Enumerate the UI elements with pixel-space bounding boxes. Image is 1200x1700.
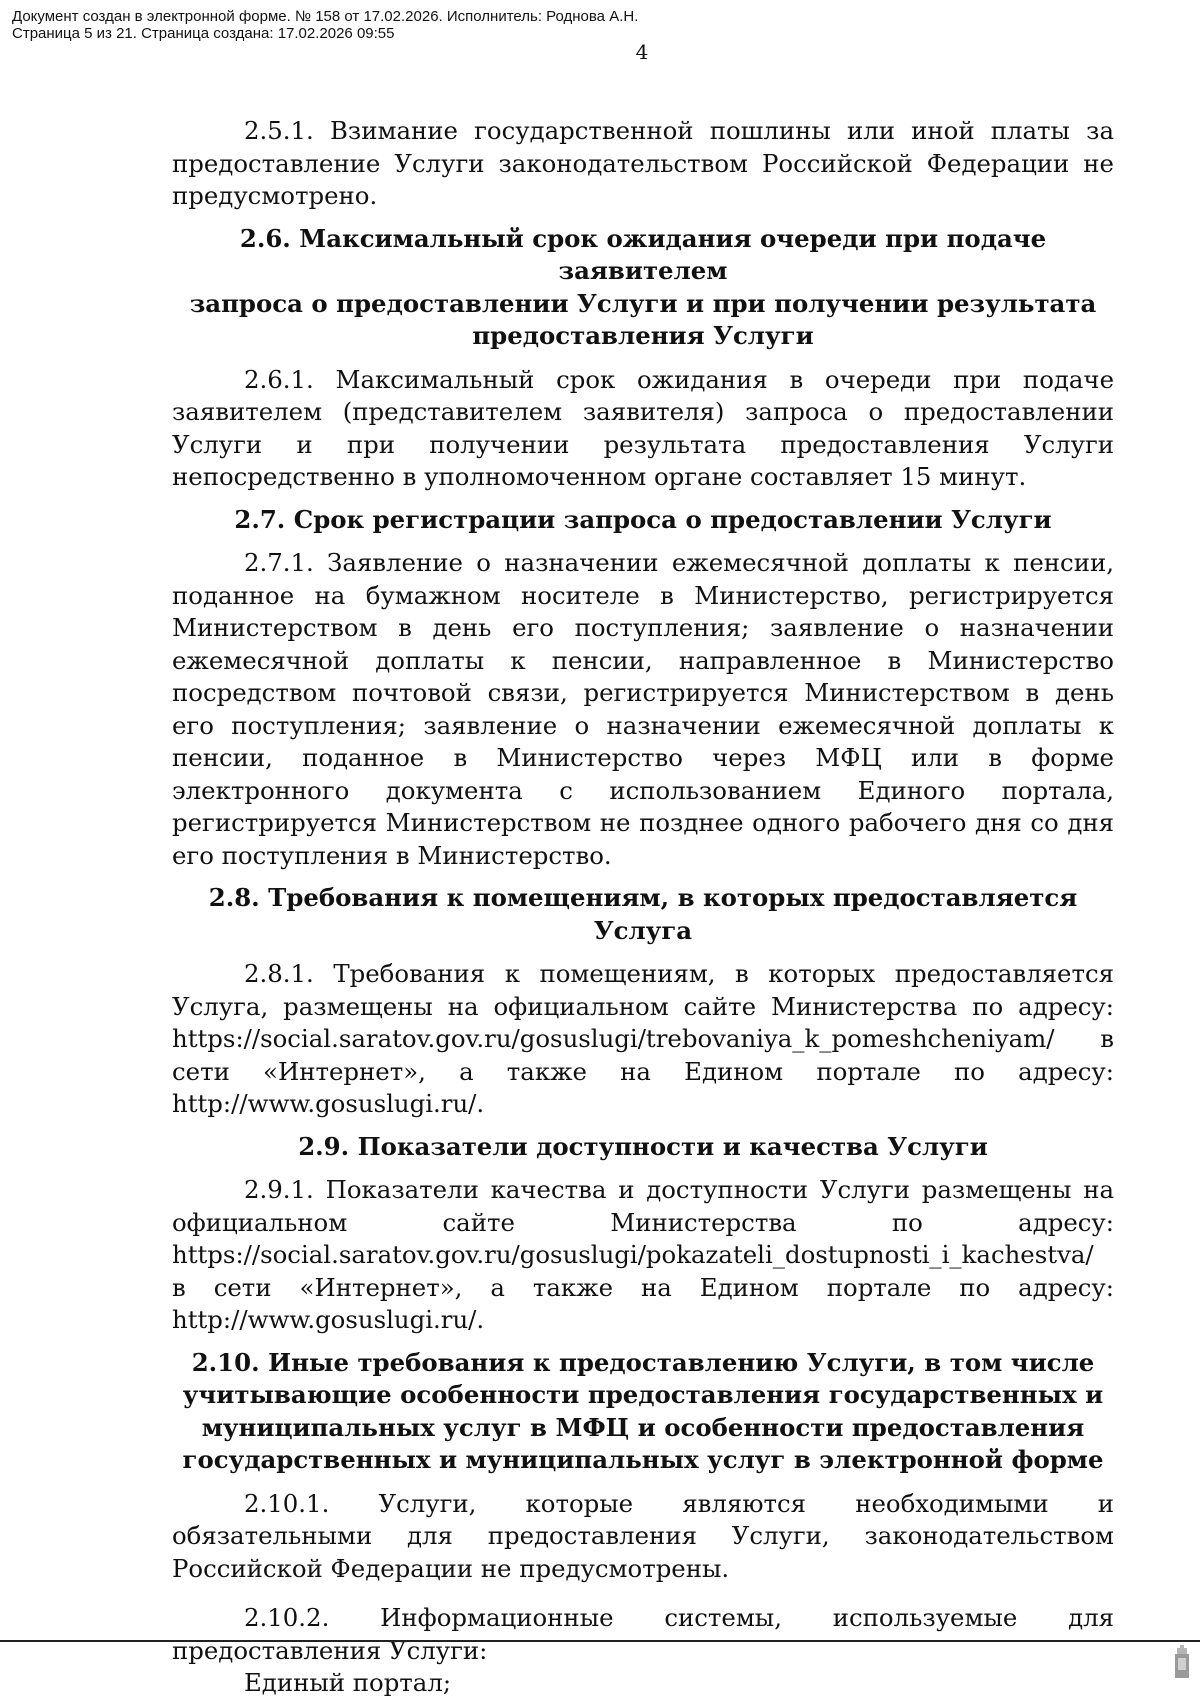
heading-2-10 [172, 1347, 1114, 1477]
paragraph-2-7-1: 2.7.1. Заявление о назначении ежемесячной доплаты к пенсии, поданное на бумажном носителе в Министерство, регистрируется Министерством в день его поступления; заявление о назначении ежемесячной доплаты к пенсии, направленное в Министерство посредством почтовой связи, регистрируется Министерством в день его поступления; заявление о назначении ежемесячной доплаты к пенсии, поданное в Министерство через МФЦ или в форме электронного документа с использованием Единого портала, регистрируется Министерством не позднее одного рабочего дня со дня его поступления в Министерство. [172, 548, 1114, 870]
heading-2-9: 2.9. Показатели доступности и качества Услуги [298, 1131, 988, 1161]
heading-2-7: 2.7. Срок регистрации запроса о предоставлении Услуги [234, 504, 1052, 534]
footer-line-1: Документ создан в электронной форме. № 158 от 17.02.2026. Исполнитель: Роднова А.Н. [12, 8, 639, 25]
paragraph-2-5-1: 2.5.1. Взимание государственной пошлины или иной платы за предоставление Услуги законодательством Российской Федерации не предусмотрено. [172, 116, 1114, 210]
footer-rule [0, 1640, 1200, 1642]
heading-2-6-line-3: предоставления Услуги [472, 321, 814, 350]
list-item-unified-portal: Единый портал; [244, 1668, 452, 1697]
page-number: 4 [635, 40, 649, 64]
paragraph-2-10-1: 2.10.1. Услуги, которые являются необходимыми и обязательными для предоставления Услуги, законодательством Российской Федерации не предусмотрены. [172, 1488, 1114, 1583]
heading-2-6-line-1: 2.6. Максимальный срок ожидания очереди при подаче заявителем [239, 223, 1047, 285]
document-body [172, 115, 1114, 1700]
footer-info [12, 8, 638, 42]
heading-2-10-line-4: государственных и муниципальных услуг в электронной форме [182, 1445, 1104, 1474]
footer-line-2: Страница 5 из 21. Страница создана: 17.02.2026 09:55 [12, 25, 395, 42]
heading-2-10-line-1: 2.10. Иные требования к предоставлению Услуги, в том числе [191, 1347, 1095, 1377]
heading-2-6 [172, 223, 1114, 353]
coat-of-arms-icon [1172, 1644, 1192, 1682]
heading-2-10-line-2: учитывающие особенности предоставления государственных и [182, 1380, 1104, 1409]
heading-2-10-line-3: муниципальных услуг в МФЦ и особенности предоставления [201, 1412, 1085, 1442]
heading-2-8: 2.8. Требования к помещениям, в которых предоставляется Услуга [208, 883, 1078, 945]
heading-2-6-line-2: запроса о предоставлении Услуги и при получении результата [189, 288, 1097, 318]
paragraph-2-9-1: 2.9.1. Показатели качества и доступности Услуги размещены на официальном сайте Министерства по адресу: https://social.saratov.gov.ru/gosuslugi/pokazateli_dostupnosti_i_kachestva/ в сети «Интернет», а также на Едином портале по адресу: http://www.gosuslugi.ru/. [172, 1175, 1114, 1334]
paragraph-2-6-1: 2.6.1. Максимальный срок ожидания в очереди при подаче заявителем (представителем заявителя) запроса о предоставлении Услуги и при получении результата предоставления Услуги непосредственно в уполномоченном органе составляет 15 минут. [172, 364, 1114, 491]
paragraph-2-8-1: 2.8.1. Требования к помещениям, в которых предоставляется Услуга, размещены на официальном сайте Министерства по адресу: https://social.saratov.gov.ru/gosuslugi/trebovaniya_k_pomeshcheniyam/ в сети «Интернет», а также на Едином портале по адресу: http://www.gosuslugi.ru/. [172, 959, 1114, 1118]
paragraph-2-10-2: 2.10.2. Информационные системы, используемые для предоставления Услуги: [172, 1603, 1114, 1665]
